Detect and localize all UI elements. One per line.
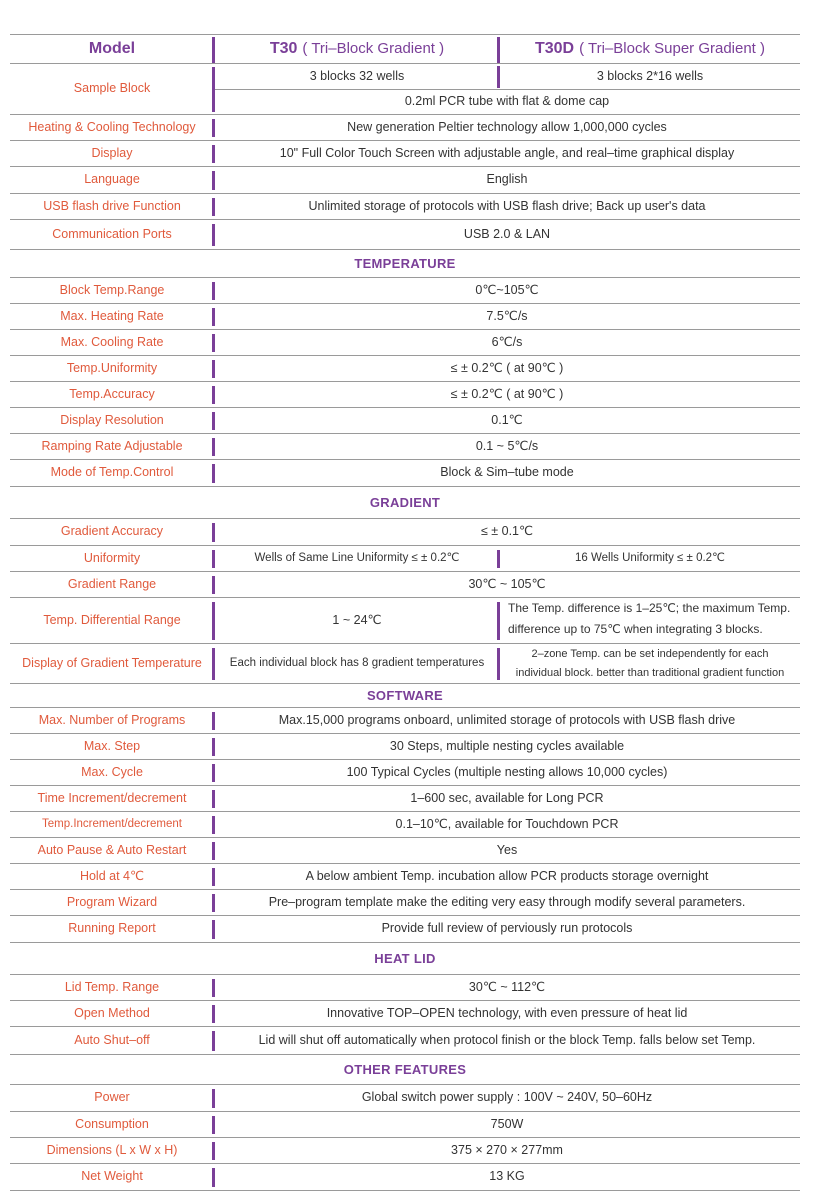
spec-value: 30℃ ~ 112℃ — [468, 979, 546, 994]
spec-label: Power — [94, 1090, 130, 1105]
spec-label: Display of Gradient Temperature — [22, 655, 202, 670]
spec-value: ≤ ± 0.1℃ — [480, 524, 534, 539]
spec-value: Global switch power supply : 100V ~ 240V, 50–60Hz — [361, 1090, 653, 1105]
spec-row — [10, 460, 800, 487]
separator — [212, 1168, 215, 1187]
spec-value-t30d — [500, 598, 800, 643]
spec-value-t30: 1 ~ 24℃ — [332, 612, 382, 627]
spec-value: 375 × 270 × 277mm — [451, 1142, 563, 1157]
spec-value: USB 2.0 & LAN — [463, 226, 551, 241]
spec-label: Auto Pause & Auto Restart — [37, 842, 187, 857]
separator — [497, 37, 500, 63]
spec-label: Heating & Cooling Technology — [28, 119, 196, 134]
t30d-desc: ( Tri–Block Super Gradient ) — [579, 40, 766, 58]
separator — [212, 550, 215, 568]
separator — [212, 412, 215, 430]
spec-row — [10, 975, 800, 1001]
spec-value: ≤ ± 0.2℃ ( at 90℃ ) — [450, 360, 564, 375]
separator — [212, 764, 215, 782]
spec-row — [10, 304, 800, 330]
separator — [212, 464, 215, 483]
spec-row — [10, 644, 800, 684]
spec-row — [10, 760, 800, 786]
spec-label: Language — [84, 172, 140, 187]
spec-label: Running Report — [68, 921, 156, 936]
separator — [212, 198, 215, 216]
sample-block-row — [10, 64, 800, 115]
separator — [497, 648, 500, 680]
separator — [212, 171, 215, 190]
separator — [212, 1031, 215, 1051]
spec-row — [10, 382, 800, 408]
separator — [212, 334, 215, 352]
spec-label: Hold at 4℃ — [79, 868, 145, 883]
spec-label: USB flash drive Function — [43, 198, 181, 213]
spec-label: Auto Shut–off — [74, 1032, 150, 1047]
spec-row — [10, 115, 800, 141]
separator — [212, 868, 215, 886]
separator — [212, 816, 215, 834]
t30-desc: ( Tri–Block Gradient ) — [302, 40, 445, 58]
spec-value: Max.15,000 programs onboard, unlimited storage of protocols with USB flash drive — [278, 712, 736, 727]
spec-label: Max. Step — [83, 738, 141, 753]
spec-value: 100 Typical Cycles (multiple nesting allows 10,000 cycles) — [346, 764, 668, 779]
spec-label: Uniformity — [83, 550, 141, 565]
spec-row — [10, 1138, 800, 1164]
separator — [212, 438, 215, 456]
spec-row — [10, 167, 800, 194]
spec-value: Provide full review of perviously run protocols — [381, 921, 633, 936]
spec-row — [10, 1164, 800, 1191]
spec-row — [10, 812, 800, 838]
spec-row — [10, 838, 800, 864]
separator — [497, 602, 500, 640]
spec-value: 10" Full Color Touch Screen with adjustable angle, and real–time graphical display — [279, 145, 735, 160]
spec-value: ≤ ± 0.2℃ ( at 90℃ ) — [450, 386, 564, 401]
separator — [212, 308, 215, 326]
spec-label: Temp.Increment/decrement — [42, 817, 182, 830]
spec-row — [10, 141, 800, 167]
spec-value: Pre–program template make the editing very easy through modify several parameters. — [268, 894, 746, 909]
spec-row — [10, 890, 800, 916]
spec-label: Temp.Accuracy — [69, 386, 155, 401]
spec-value: New generation Peltier technology allow 1,000,000 cycles — [347, 119, 667, 134]
separator — [212, 282, 215, 300]
spec-value: 1–600 sec, available for Long PCR — [410, 790, 604, 805]
spec-row — [10, 786, 800, 812]
separator — [212, 576, 215, 594]
separator — [212, 67, 215, 112]
spec-value: Unlimited storage of protocols with USB flash drive; Back up user's data — [308, 198, 706, 213]
separator — [212, 648, 215, 680]
temperature-section-title: TEMPERATURE — [10, 250, 800, 278]
spec-value: 30℃ ~ 105℃ — [468, 576, 546, 591]
t30-name: T30 — [269, 40, 298, 58]
spec-value-t30d — [500, 644, 800, 683]
t30d-line: difference up to 75℃ when integrating 3 blocks. — [508, 622, 763, 636]
separator — [212, 523, 215, 542]
spec-value: 0.1 ~ 5℃/s — [475, 438, 539, 453]
spec-value: 0.1–10℃, available for Touchdown PCR — [395, 816, 619, 831]
t30d-line: 2–zone Temp. can be set independently for each — [531, 647, 769, 660]
separator — [497, 550, 500, 568]
spec-label: Max. Cycle — [81, 764, 143, 779]
gradient-section-title: GRADIENT — [10, 487, 800, 519]
separator — [212, 1116, 215, 1134]
separator — [212, 1089, 215, 1108]
t30d-name: T30D — [534, 40, 575, 58]
separator — [212, 602, 215, 640]
spec-row — [10, 278, 800, 304]
spec-label: Temp. Differential Range — [43, 612, 181, 627]
spec-row — [10, 220, 800, 250]
spec-value: A below ambient Temp. incubation allow PCR products storage overnight — [305, 868, 709, 883]
spec-row — [10, 194, 800, 220]
sample-block-t30d: 3 blocks 2*16 wells — [596, 68, 704, 83]
spec-label: Display — [91, 145, 133, 160]
spec-label: Max. Cooling Rate — [60, 334, 164, 349]
separator — [212, 37, 215, 63]
spec-value: Innovative TOP–OPEN technology, with even pressure of heat lid — [326, 1005, 688, 1020]
spec-value: 6℃/s — [491, 334, 523, 349]
spec-row — [10, 1027, 800, 1055]
separator — [212, 790, 215, 808]
t30d-line: The Temp. difference is 1–25℃; the maximum Temp. — [508, 601, 791, 615]
separator — [212, 1005, 215, 1023]
separator — [212, 360, 215, 378]
spec-value: 0.1℃ — [491, 412, 523, 427]
separator — [497, 66, 500, 88]
model-header: Model — [88, 40, 136, 58]
spec-row — [10, 1112, 800, 1138]
t30-header — [214, 35, 500, 63]
separator — [212, 119, 215, 137]
other-features-section-title: OTHER FEATURES — [10, 1055, 800, 1085]
spec-label: Dimensions (L x W x H) — [46, 1142, 178, 1157]
spec-row — [10, 1085, 800, 1112]
separator — [212, 894, 215, 912]
header-row — [10, 34, 800, 64]
spec-value: Lid will shut off automatically when protocol finish or the block Temp. falls below set Temp. — [258, 1032, 756, 1047]
spec-label: Temp.Uniformity — [66, 360, 158, 375]
spec-row — [10, 708, 800, 734]
spec-value-t30: Wells of Same Line Uniformity ≤ ± 0.2℃ — [254, 551, 460, 564]
spec-value: 750W — [490, 1116, 524, 1131]
spec-value: 0℃~105℃ — [475, 282, 539, 297]
spec-value-t30d: 16 Wells Uniformity ≤ ± 0.2℃ — [575, 551, 725, 564]
spec-row — [10, 572, 800, 598]
spec-value: English — [486, 172, 528, 187]
spec-value-t30: Each individual block has 8 gradient temperatures — [229, 656, 485, 669]
spec-label: Lid Temp. Range — [64, 979, 160, 994]
spec-label: Net Weight — [81, 1169, 143, 1184]
spec-row — [10, 1001, 800, 1027]
spec-row — [10, 864, 800, 890]
spec-label: Time Increment/decrement — [37, 790, 187, 805]
spec-label: Gradient Accuracy — [60, 524, 164, 539]
spec-label: Display Resolution — [60, 412, 164, 427]
spec-value: 30 Steps, multiple nesting cycles available — [389, 738, 625, 753]
t30d-header — [500, 35, 800, 63]
spec-row — [10, 734, 800, 760]
spec-value: 7.5℃/s — [486, 308, 528, 323]
spec-row — [10, 546, 800, 572]
sample-block-common: 0.2ml PCR tube with flat & dome cap — [404, 94, 610, 109]
spec-row — [10, 356, 800, 382]
separator — [212, 386, 215, 404]
spec-label: Block Temp.Range — [59, 282, 165, 297]
separator — [212, 842, 215, 860]
spec-row — [10, 408, 800, 434]
separator — [212, 920, 215, 939]
separator — [212, 738, 215, 756]
spec-label: Communication Ports — [52, 226, 172, 241]
separator — [212, 145, 215, 163]
spec-label: Max. Number of Programs — [38, 712, 186, 727]
heat-lid-section-title: HEAT LID — [10, 943, 800, 975]
separator — [212, 979, 215, 997]
separator — [212, 712, 215, 730]
spec-value: Block & Sim–tube mode — [440, 465, 574, 480]
sample-block-label: Sample Block — [73, 81, 151, 96]
separator — [212, 224, 215, 246]
spec-value: 13 KG — [489, 1169, 525, 1184]
spec-row — [10, 519, 800, 546]
spec-label: Consumption — [75, 1116, 149, 1131]
spec-label: Ramping Rate Adjustable — [41, 438, 183, 453]
spec-row — [10, 330, 800, 356]
spec-label: Open Method — [74, 1005, 150, 1020]
spec-label: Max. Heating Rate — [60, 308, 164, 323]
t30d-line: individual block. better than traditional gradient function — [515, 666, 785, 679]
sample-block-t30: 3 blocks 32 wells — [309, 68, 405, 83]
spec-row — [10, 434, 800, 460]
spec-label: Gradient Range — [67, 576, 157, 591]
separator — [212, 1142, 215, 1160]
spec-label: Mode of Temp.Control — [50, 465, 174, 480]
spec-label: Program Wizard — [66, 894, 158, 909]
spec-row — [10, 598, 800, 644]
spec-value: Yes — [496, 842, 518, 857]
spec-row — [10, 916, 800, 943]
software-section-title: SOFTWARE — [10, 684, 800, 708]
